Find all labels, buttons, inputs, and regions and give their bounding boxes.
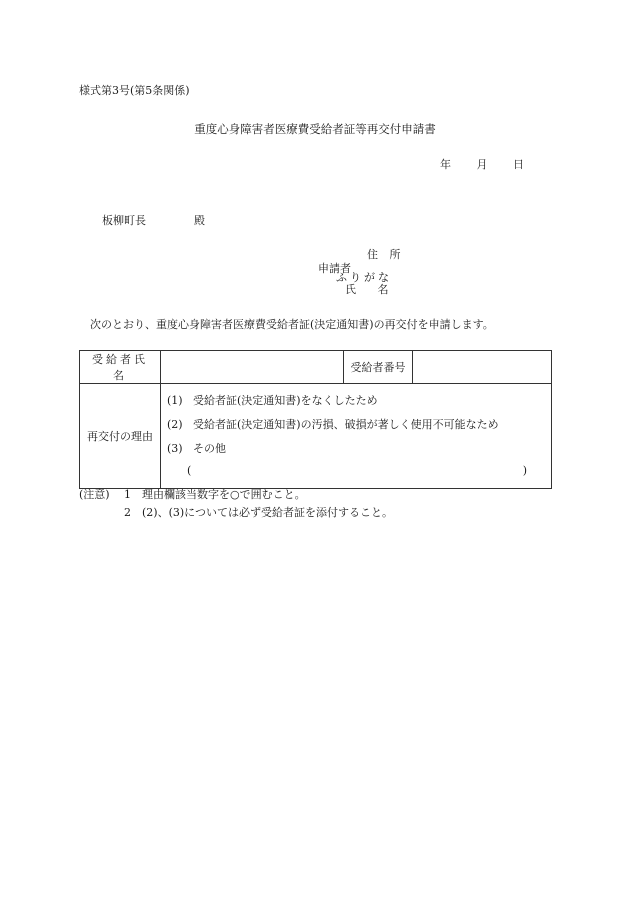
table-row bbox=[80, 351, 552, 384]
applicant-address-label: 住 所 bbox=[367, 248, 405, 261]
recipient-number-field[interactable] bbox=[413, 351, 552, 384]
reason-label: 再交付の理由 bbox=[80, 384, 161, 489]
note-number: 1 bbox=[124, 488, 131, 501]
addressee bbox=[102, 212, 205, 228]
reason-number: (1) bbox=[167, 394, 183, 407]
note-number: 2 bbox=[124, 506, 131, 519]
document-title: 重度心身障害者医療費受給者証等再交付申請書 bbox=[194, 122, 436, 136]
note-item bbox=[124, 504, 393, 520]
date-line bbox=[440, 156, 546, 172]
reason-number: (2) bbox=[167, 418, 183, 431]
paren-close: ) bbox=[522, 464, 527, 477]
reason-item[interactable] bbox=[167, 437, 545, 461]
application-table bbox=[79, 350, 552, 489]
reason-text: その他 bbox=[193, 442, 226, 455]
year-label: 年 bbox=[440, 158, 451, 171]
note-text: 理由欄該当数字を○で囲むこと。 bbox=[142, 488, 306, 501]
applicant-furigana-label: ふりがな bbox=[336, 271, 392, 284]
paren-open: ( bbox=[187, 464, 192, 477]
applicant-label: 申請者 bbox=[318, 262, 351, 275]
day-label: 日 bbox=[513, 158, 524, 171]
note-item bbox=[124, 486, 306, 502]
reason-cell bbox=[161, 384, 552, 489]
reason-number: (3) bbox=[167, 442, 183, 455]
reason-item[interactable] bbox=[167, 389, 545, 413]
recipient-number-label: 受給者番号 bbox=[344, 351, 413, 384]
addressee-honorific: 殿 bbox=[194, 214, 205, 227]
notes-prefix: (注意) bbox=[79, 488, 110, 501]
form-code: 様式第3号(第5条関係) bbox=[79, 84, 190, 97]
note-text: (2)、(3)については必ず受給者証を添付すること。 bbox=[142, 506, 393, 519]
applicant-name-label: 氏 名 bbox=[345, 283, 398, 296]
other-reason-field[interactable] bbox=[167, 461, 545, 483]
reason-text: 受給者証(決定通知書)をなくしたため bbox=[193, 394, 378, 407]
recipient-name-field[interactable] bbox=[161, 351, 344, 384]
body-text: 次のとおり、重度心身障害者医療費受給者証(決定通知書)の再交付を申請します。 bbox=[90, 318, 494, 331]
reason-item[interactable] bbox=[167, 413, 545, 437]
table-row bbox=[80, 384, 552, 489]
recipient-name-label: 受給者氏名 bbox=[80, 351, 161, 384]
reason-text: 受給者証(決定通知書)の汚損、破損が著しく使用不可能なため bbox=[193, 418, 499, 431]
addressee-name: 板柳町長 bbox=[102, 214, 146, 227]
month-label: 月 bbox=[476, 158, 488, 171]
